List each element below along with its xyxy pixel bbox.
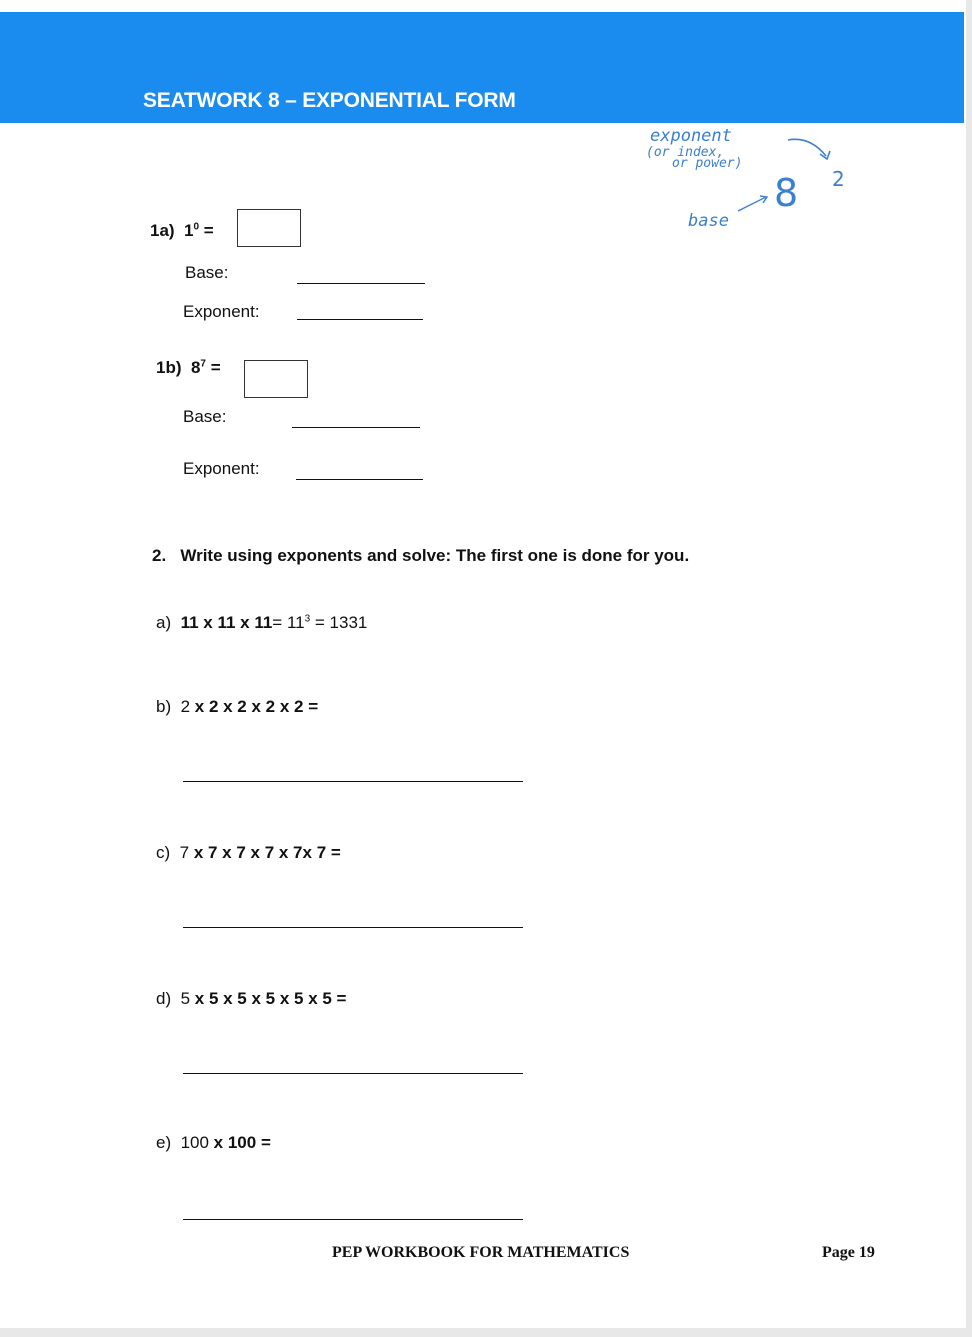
question-1b-equals: = — [210, 358, 221, 377]
question-2c-first: 7 — [179, 843, 190, 862]
question-1b-base: 8 — [190, 358, 201, 377]
question-2a-expression: 11 x 11 x 11 — [180, 613, 273, 632]
question-2d-answer-blank[interactable] — [183, 1073, 523, 1074]
question-1a-exponent-label: Exponent: — [183, 302, 260, 321]
question-2-number: 2. — [152, 546, 167, 565]
question-1b-exponent: 7 — [200, 358, 206, 370]
question-2-instruction — [152, 546, 689, 566]
question-2a-letter: a) — [156, 613, 172, 632]
question-1a-label: 1a) — [150, 221, 175, 240]
question-2d — [156, 989, 346, 1009]
question-2b-expression: x 2 x 2 x 2 x 2 = — [190, 697, 319, 716]
question-2c — [156, 843, 341, 863]
question-1b-exponent-blank[interactable] — [296, 479, 423, 480]
diagram-base-digit: 8 — [774, 171, 799, 215]
exponent-diagram-graphic — [640, 124, 860, 234]
question-2e — [156, 1133, 271, 1153]
question-2c-letter: c) — [156, 843, 171, 862]
question-1b-label: 1b) — [156, 358, 182, 377]
footer-page-number: Page 19 — [822, 1244, 875, 1261]
question-2e-letter: e) — [156, 1133, 172, 1152]
question-2d-expression: x 5 x 5 x 5 x 5 x 5 = — [190, 989, 347, 1008]
question-2e-first: 100 — [180, 1133, 209, 1152]
diagram-exponent-note-2: or power) — [672, 156, 743, 171]
question-1b-base-label: Base: — [183, 407, 227, 426]
page-title: SEATWORK 8 – EXPONENTIAL FORM — [143, 89, 516, 112]
question-1a-base-blank[interactable] — [297, 283, 425, 284]
question-2d-letter: d) — [156, 989, 172, 1008]
question-2b-first: 2 — [180, 697, 191, 716]
question-1a-base-label: Base: — [185, 263, 229, 282]
question-1a-exponent: 0 — [193, 221, 200, 233]
question-1a-exponent-blank[interactable] — [297, 319, 423, 320]
footer-workbook-title: PEP WORKBOOK FOR MATHEMATICS — [332, 1244, 630, 1261]
diagram-base-label: base — [688, 211, 729, 231]
question-2a-result-exponent: 3 — [304, 613, 311, 625]
diagram-exponent-note-1: (or index, — [646, 145, 725, 160]
question-1a — [150, 221, 214, 241]
question-2c-expression: x 7 x 7 x 7 x 7x 7 = — [189, 843, 341, 862]
diagram-exponent-digit: 2 — [832, 167, 845, 191]
question-1b — [156, 358, 221, 378]
question-2c-answer-blank[interactable] — [183, 927, 523, 928]
question-2e-expression: x 100 = — [208, 1133, 271, 1152]
question-2d-first: 5 — [180, 989, 191, 1008]
question-2-text: Write using exponents and solve: The first one is done for you. — [180, 546, 690, 565]
question-2b-letter: b) — [156, 697, 172, 716]
question-2a-result-base: = 11 — [272, 613, 305, 632]
question-2b-answer-blank[interactable] — [183, 781, 523, 782]
question-1a-base: 1 — [184, 221, 194, 240]
question-2a-result-value: = 1331 — [310, 613, 368, 632]
question-1b-answer-box[interactable] — [244, 360, 308, 398]
question-2b — [156, 697, 318, 717]
exponent-arrow — [788, 139, 826, 156]
diagram-exponent-label: exponent — [650, 126, 732, 146]
question-2e-answer-blank[interactable] — [183, 1219, 523, 1220]
question-1b-base-blank[interactable] — [292, 427, 420, 428]
question-1b-exponent-label: Exponent: — [183, 459, 260, 478]
question-2a — [156, 613, 367, 633]
exponent-diagram — [640, 124, 860, 234]
question-1a-equals: = — [203, 221, 214, 240]
base-arrow — [738, 197, 766, 211]
question-1a-answer-box[interactable] — [237, 209, 301, 247]
